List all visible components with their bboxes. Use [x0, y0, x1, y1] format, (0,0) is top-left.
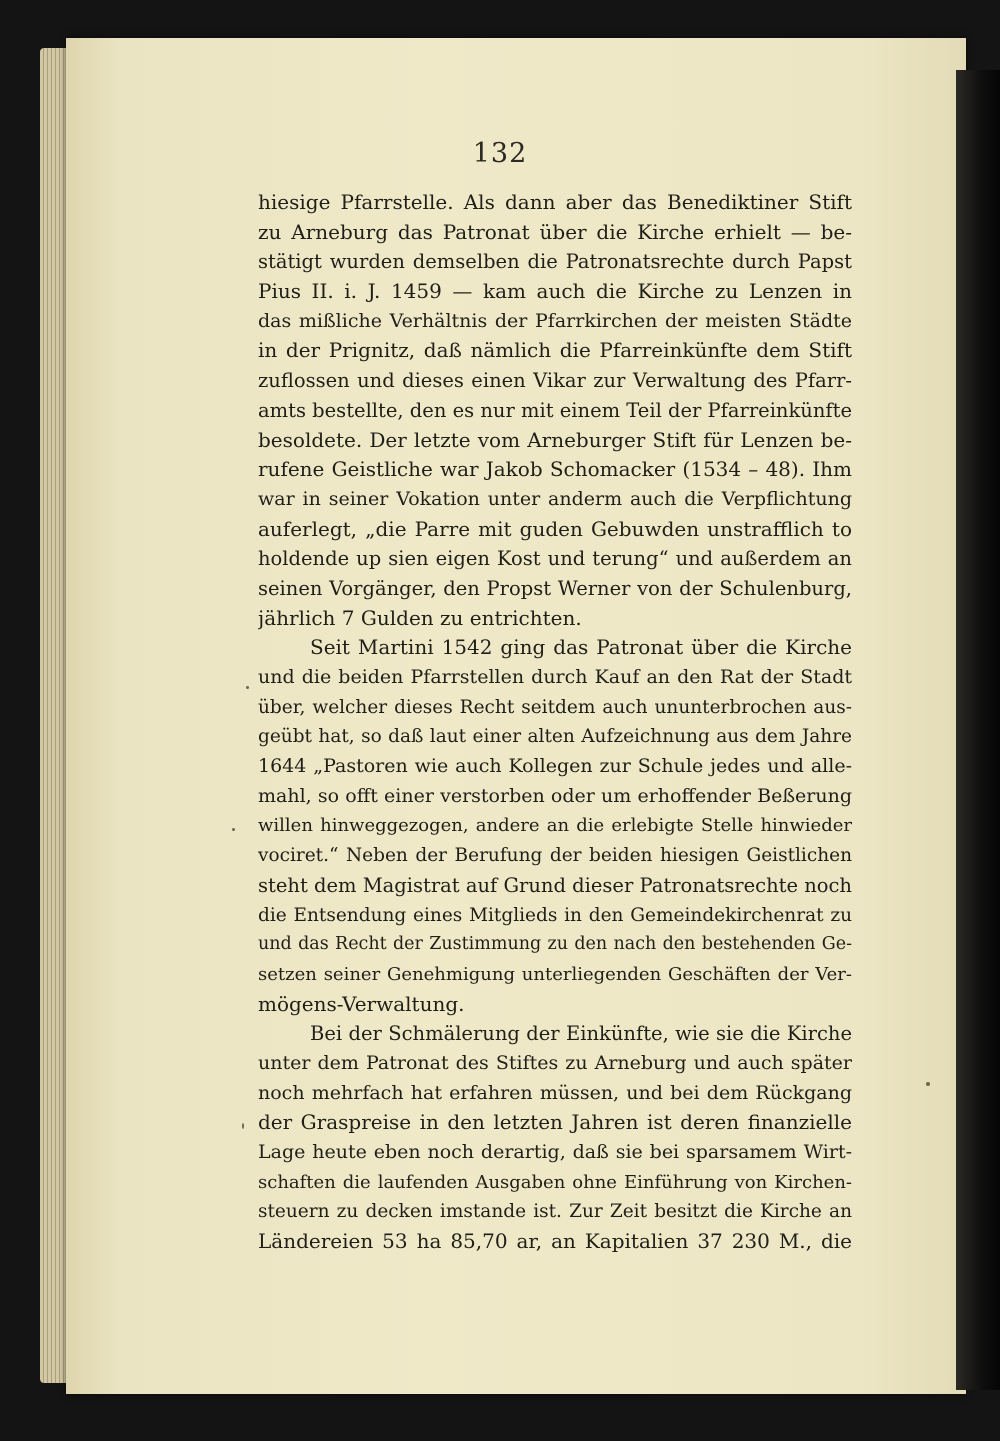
- text-line: schaften die laufenden Ausgaben ohne Einführung von Kirchen-: [258, 1171, 852, 1193]
- text-line: Lage heute eben noch derartig, daß sie bei sparsamem Wirt-: [258, 1141, 852, 1163]
- text-line: mahl, so offt einer verstorben oder um erhoffender Beßerung: [258, 784, 852, 807]
- text-line: Seit Martini 1542 ging das Patronat über die Kirche: [310, 635, 852, 660]
- text-line: Pius II. i. J. 1459 — kam auch die Kirche zu Lenzen in: [258, 279, 852, 304]
- text-line: jährlich 7 Gulden zu entrichten.: [258, 605, 582, 630]
- text-line: vociret.“ Neben der Berufung der beiden hiesigen Geistlichen: [258, 845, 852, 867]
- text-line: steuern zu decken imstande ist. Zur Zeit besitzt die Kirche an: [258, 1201, 852, 1223]
- text-line: hiesige Pfarrstelle. Als dann aber das Benediktiner Stift: [258, 190, 852, 214]
- paper-speck: [242, 1123, 244, 1129]
- paper-speck: [246, 686, 249, 689]
- text-line: rufene Geistliche war Jakob Schomacker (1534 – 48). Ihm: [258, 457, 852, 482]
- text-line: auferlegt, „die Parre mit guden Gebuwden unstrafflich to: [258, 516, 852, 541]
- text-line: zu Arneburg das Patronat über die Kirche erhielt — be-: [258, 219, 852, 244]
- text-line: unter dem Patronat des Stiftes zu Arneburg und auch später: [258, 1051, 852, 1074]
- text-line: und die beiden Pfarrstellen durch Kauf an den Rat der Stadt: [258, 666, 852, 688]
- text-line: geübt hat, so daß laut einer alten Aufzeichnung aus dem Jahre: [258, 726, 852, 748]
- page-number: 132: [472, 138, 528, 169]
- text-line: und das Recht der Zustimmung zu den nach den bestehenden Ge-: [258, 934, 852, 955]
- text-line: der Graspreise in den letzten Jahren ist deren finanzielle: [258, 1110, 852, 1135]
- text-line: noch mehrfach hat erfahren müssen, und bei dem Rückgang: [258, 1081, 852, 1104]
- text-line: in der Prignitz, daß nämlich die Pfarreinkünfte dem Stift: [258, 338, 852, 363]
- text-line: seinen Vorgänger, den Propst Werner von der Schulenburg,: [258, 576, 852, 600]
- text-line: mögens-Verwaltung.: [258, 991, 465, 1016]
- body-text: [258, 188, 852, 1257]
- text-line: zuflossen und dieses einen Vikar zur Verwaltung des Pfarr-: [258, 369, 852, 393]
- text-line: holdende up sien eigen Kost und terung“ und außerdem an: [258, 547, 852, 571]
- text-line: 1644 „Pastoren wie auch Kollegen zur Schule jedes und alle-: [258, 755, 852, 778]
- text-line: über, welcher dieses Recht seitdem auch ununterbrochen aus-: [258, 696, 852, 718]
- text-line: war in seiner Vokation unter anderm auch die Verpflichtung: [258, 487, 852, 510]
- text-line: amts bestellte, den es nur mit einem Teil der Pfarreinkünfte: [258, 398, 852, 422]
- text-line: Bei der Schmälerung der Einkünfte, wie sie die Kirche: [310, 1022, 852, 1046]
- text-line: die Entsendung eines Mitglieds in den Gemeindekirchenrat zu: [258, 904, 852, 926]
- text-line: stätigt wurden demselben die Patronatsrechte durch Papst: [258, 250, 852, 274]
- book-gutter: [956, 70, 1000, 1390]
- text-line: besoldete. Der letzte vom Arneburger Stift für Lenzen be-: [258, 427, 852, 452]
- paper-speck: [232, 828, 235, 831]
- text-line: setzen seiner Genehmigung unterliegenden Geschäften der Ver-: [258, 963, 852, 985]
- text-line: Ländereien 53 ha 85,70 ar, an Kapitalien 37 230 M., die: [258, 1229, 852, 1254]
- text-line: steht dem Magistrat auf Grund dieser Patronatsrechte noch: [258, 873, 852, 897]
- paper-speck: [926, 1082, 930, 1086]
- text-line: das mißliche Verhältnis der Pfarrkirchen der meisten Städte: [258, 309, 852, 332]
- text-line: willen hinweggezogen, andere an die erlebigte Stelle hinwieder: [258, 815, 852, 837]
